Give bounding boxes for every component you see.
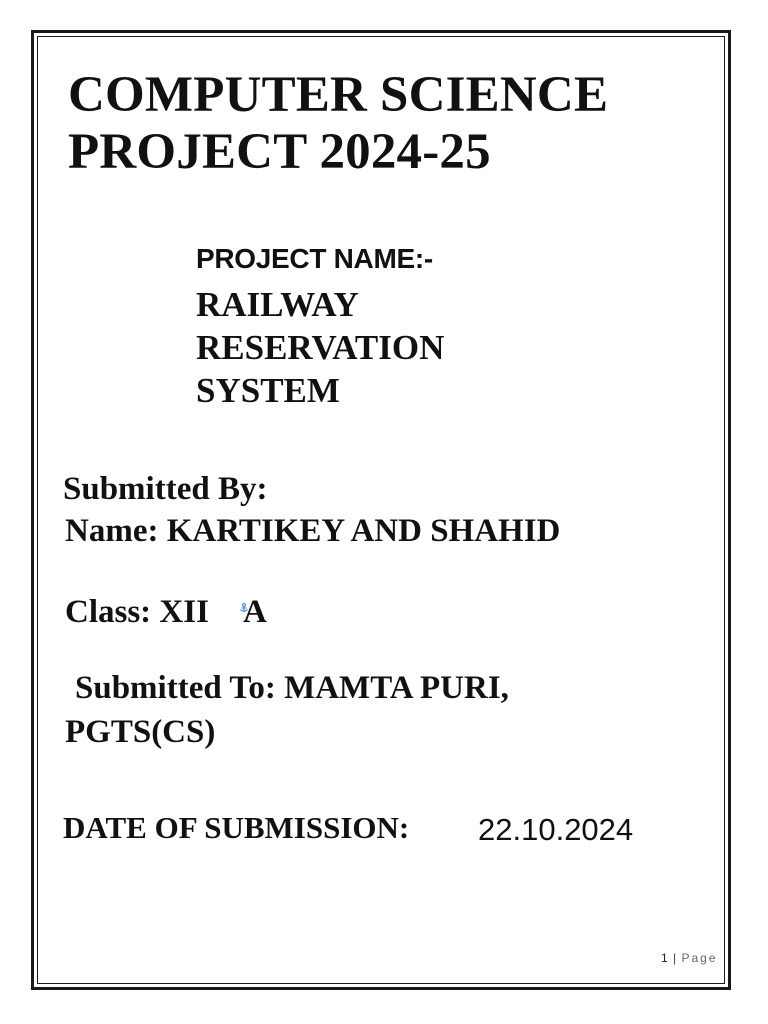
class-label: Class: XII: [65, 594, 209, 630]
submitted-by-label: Submitted By:: [63, 471, 268, 507]
submission-date: 22.10.2024: [478, 812, 634, 847]
footer-separator: |: [673, 951, 678, 965]
project-name-line-2: RESERVATION: [196, 328, 445, 367]
page-footer: [661, 951, 718, 965]
title-line-1: COMPUTER SCIENCE: [68, 67, 609, 123]
submitted-to-line-2: PGTS(CS): [65, 714, 216, 750]
project-name-line-3: SYSTEM: [196, 371, 340, 410]
page-number: 1: [661, 951, 669, 965]
project-name-line-1: RAILWAY: [196, 285, 359, 324]
class-section: A: [243, 594, 267, 630]
project-name-label: PROJECT NAME:-: [196, 243, 433, 274]
submitted-to-line-1: Submitted To: MAMTA PURI,: [75, 670, 509, 706]
student-names: Name: KARTIKEY AND SHAHID: [65, 513, 561, 549]
date-label: DATE OF SUBMISSION:: [63, 810, 410, 845]
title-line-2: PROJECT 2024-25: [68, 124, 491, 180]
page-word: Page: [681, 951, 718, 965]
